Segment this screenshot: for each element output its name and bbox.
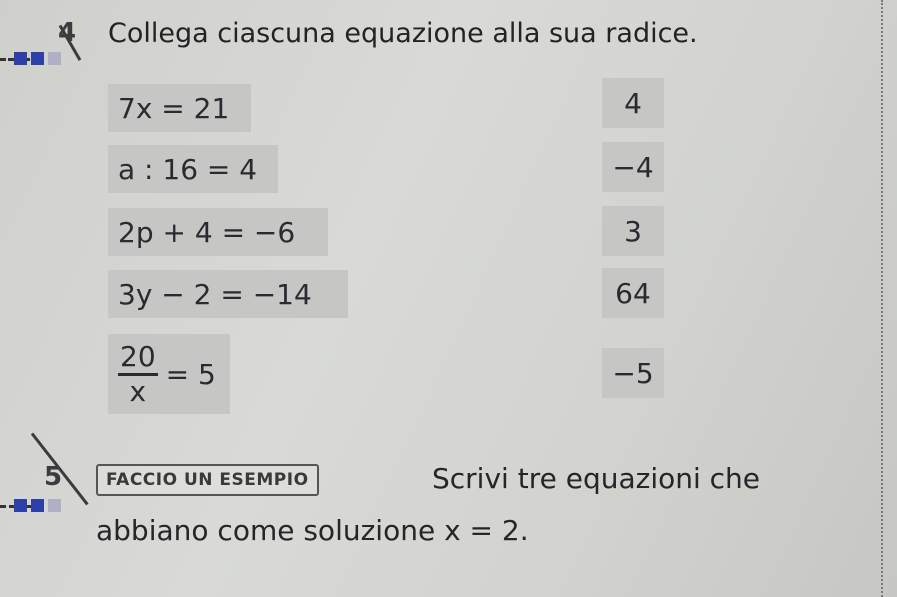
- equation-3-text: 2p + 4 = −6: [118, 215, 296, 249]
- root-5-text: −5: [612, 356, 654, 390]
- equation-5-fraction: [118, 339, 158, 408]
- equation-4-text: 3y − 2 = −14: [118, 277, 312, 311]
- equation-2: [108, 145, 278, 193]
- equation-4: [108, 270, 348, 318]
- exercise-4-number: 4: [58, 18, 77, 48]
- root-1: [602, 78, 664, 128]
- equation-1-text: 7x = 21: [118, 91, 230, 125]
- page-margin-border: [881, 0, 883, 597]
- root-2: [602, 142, 664, 192]
- equation-5-rest: = 5: [165, 357, 216, 391]
- faccio-un-esempio-tag: FACCIO UN ESEMPIO: [96, 464, 319, 496]
- root-3-text: 3: [624, 214, 642, 248]
- exercise-5-line-2: abbiano come soluzione x = 2.: [96, 514, 529, 547]
- root-4: [602, 268, 664, 318]
- equation-3: [108, 208, 328, 256]
- root-3: [602, 206, 664, 256]
- root-2-text: −4: [612, 150, 654, 184]
- equation-1: [108, 84, 251, 132]
- exercise-5-number: 5: [44, 462, 63, 492]
- exercise-5-line-1: Scrivi tre equazioni che: [432, 462, 761, 495]
- difficulty-level-indicator: [14, 52, 61, 65]
- difficulty-level-indicator-5: [14, 499, 61, 512]
- fraction-denominator: x: [129, 374, 147, 408]
- equation-5: [108, 334, 230, 414]
- root-4-text: 64: [615, 276, 651, 310]
- equation-2-text: a : 16 = 4: [118, 152, 258, 186]
- fraction-numerator: 20: [118, 343, 158, 376]
- root-5: [602, 348, 664, 398]
- exercise-4-instruction: Collega ciascuna equazione alla sua radice.: [108, 18, 698, 49]
- root-1-text: 4: [624, 86, 642, 120]
